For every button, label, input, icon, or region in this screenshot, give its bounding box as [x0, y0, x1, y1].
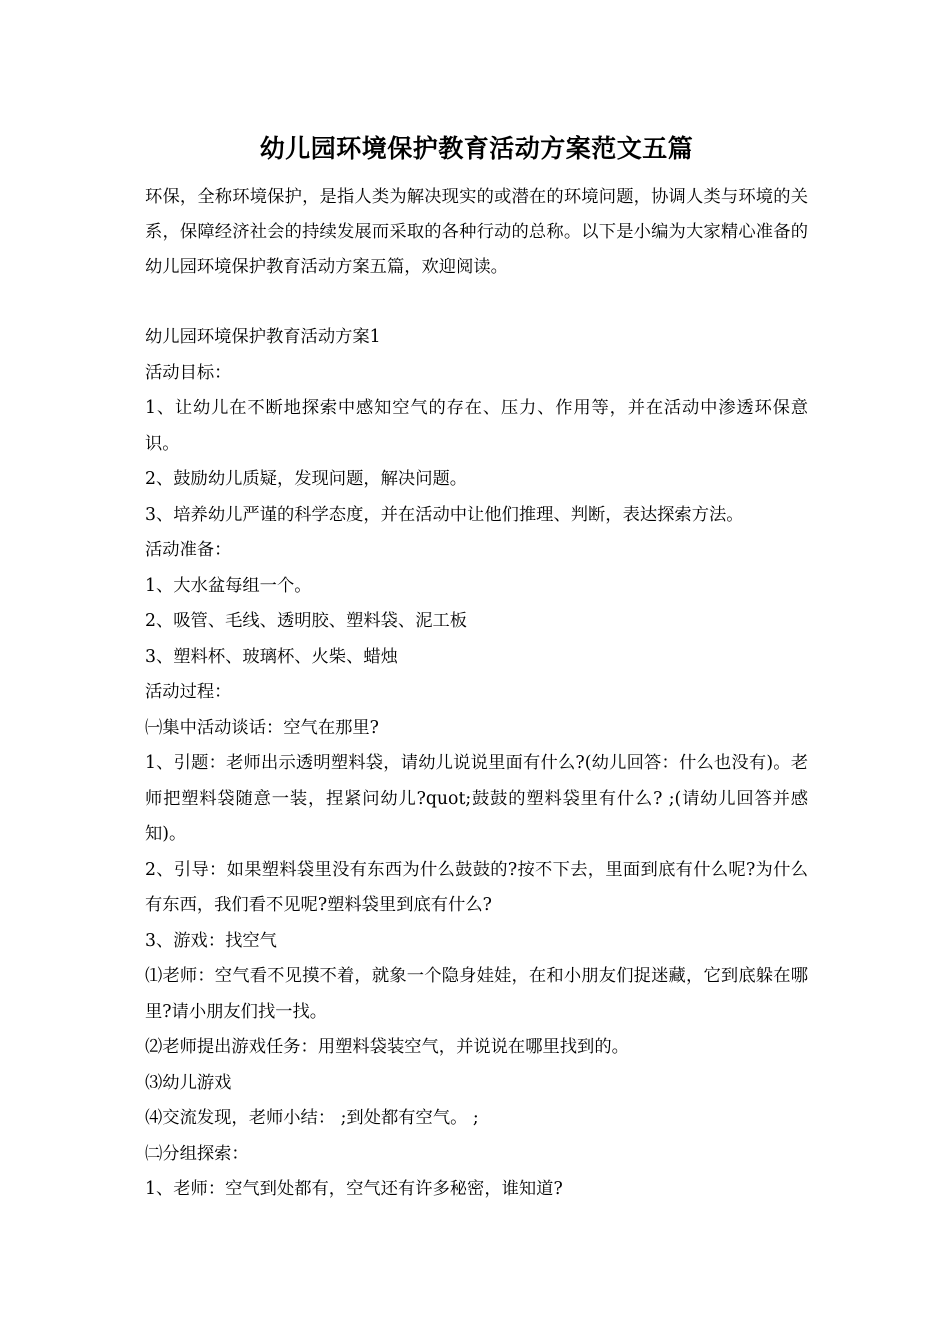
document-title: 幼儿园环境保护教育活动方案范文五篇	[259, 134, 694, 163]
body-line: ㈠集中活动谈话：空气在那里?	[145, 717, 379, 738]
body-line: 活动准备：	[145, 540, 232, 560]
body-line: 1、让幼儿在不断地探索中感知空气的存在、压力、作用等，并在活动中渗透环保意识。	[145, 398, 808, 454]
body-line: ⑷交流发现，老师小结： ;到处都有空气。 ;	[145, 1108, 479, 1128]
body-line: ⑴老师：空气看不见摸不着，就象一个隐身娃娃，在和小朋友们捉迷藏，它到底躲在哪里?请小朋友们找一找。	[145, 966, 808, 1022]
body-line: 活动过程：	[145, 682, 232, 702]
body-line: 1、引题：老师出示透明塑料袋，请幼儿说说里面有什么?(幼儿回答：什么也没有)。老师把塑料袋随意一装，捏紧问幼儿?quot;鼓鼓的塑料袋里有什么? ;(请幼儿回答并感知)。	[145, 753, 808, 844]
body-line: ⑶幼儿游戏	[145, 1072, 232, 1093]
intro-paragraph: 环保，全称环境保护，是指人类为解决现实的或潜在的环境问题，协调人类与环境的关系，保障经济社会的持续发展而采取的各种行动的总称。以下是小编为大家精心准备的幼儿园环境保护教育活动方案五篇，欢迎阅读。	[145, 187, 808, 277]
body-line: 2、引导：如果塑料袋里没有东西为什么鼓鼓的?按不下去，里面到底有什么呢?为什么有东西，我们看不见呢?塑料袋里到底有什么?	[145, 859, 808, 915]
body-line: 3、塑料杯、玻璃杯、火柴、蜡烛	[145, 646, 398, 667]
body-line: 3、培养幼儿严谨的科学态度，并在活动中让他们推理、判断，表达探索方法。	[145, 504, 744, 525]
body-line: ⑵老师提出游戏任务：用塑料袋装空气，并说说在哪里找到的。	[145, 1037, 629, 1057]
document-page	[145, 128, 808, 1208]
body-line: 2、吸管、毛线、透明胶、塑料袋、泥工板	[145, 611, 468, 631]
body-line: 1、老师：空气到处都有，空气还有许多秘密，谁知道?	[145, 1179, 563, 1199]
body-line: 活动目标：	[145, 362, 232, 383]
body-line: 1、大水盆每组一个。	[145, 575, 312, 596]
section-heading: 幼儿园环境保护教育活动方案1	[145, 327, 381, 347]
document-body	[145, 320, 808, 1208]
body-line: 3、游戏：找空气	[145, 930, 277, 951]
body-line: ㈡分组探索：	[145, 1143, 249, 1164]
body-line: 2、鼓励幼儿质疑，发现问题，解决问题。	[145, 469, 468, 489]
